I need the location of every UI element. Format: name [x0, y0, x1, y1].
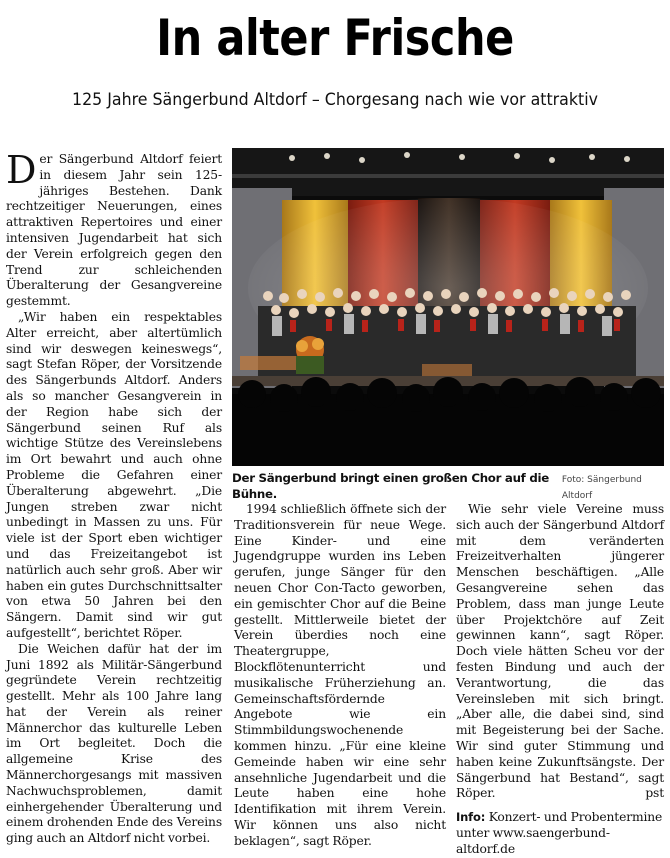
article-paragraph: Die Weichen dafür hat der im Juni 1892 als Militär-Sängerbund gegründete Verein rechtzeitig gestellt. Mehr als 100 Jahre lang hat der Verein als reiner Männerchor das kulturelle Leben im Ort begleitet. Doch die allgemeine Krise des Männerchorgesangs mit massiven Nachwuchsproblemen, damit einhergehender Überalterung und einem drohenden Ende des Vereins ging auch an Altdorf nicht vorbei. [6, 641, 222, 846]
article-column-3 [456, 502, 664, 858]
paragraph-text: Wie sehr viele Vereine muss sich auch der Sängerbund Altdorf mit dem veränderten Freizeitverhalten jüngerer Menschen beschäftigen. „Alle Gesangvereine sehen das Problem, dass man junge Leute über Projektchöre auf Zeit gewinnen kann“, sagt Röper. Doch viele hätten Scheu vor der festen Bindung und auch der Verantwortung, die das Vereinsleben mit sich bringt. „Aber alle, die dabei sind, sind mit Begeisterung bei der Sache. Wir sind guter Stimmung und haben keine Zukunftsängste. Der Sängerbund hat Bestand“, sagt Röper. [456, 502, 664, 801]
info-text: Konzert- und Probentermine unter www.saengerbund-altdorf.de [456, 810, 663, 856]
info-box [456, 810, 664, 857]
article-paragraph [456, 502, 664, 802]
author-signature: pst [645, 786, 664, 801]
article-paragraph: 1994 schließlich öffnete sich der Traditionsverein für neue Wege. Eine Kinder- und eine Jugendgruppe wurden ins Leben gerufen, junge Sänger für den neuen Chor Con-Tacto geworben, ein gemischter Chor auf die Beine gestellt. Mittlerweile bietet der Verein überdies noch eine Theatergruppe, Blockflötenunterricht und musikalische Früherziehung an. Gemeinschaftsfördernde Angebote wie ein Stimmbildungswochenende kommen hinzu. „Für eine kleine Gemeinde haben wir eine sehr ansehnliche Jugendarbeit und die Leute haben eine hohe Identifikation mit ihrem Verein. Wir können uns also nicht beklagen“, sagt Röper. [234, 502, 446, 848]
article-column-1 [6, 148, 222, 847]
paragraph-text: er Sängerbund Altdorf feiert in diesem Jahr sein 125-jähriges Bestehen. Dank rechtzeitiger Neuerungen, eines attraktiven Repertoires und einer intensiven Jugendarbeit hat sich der Verein erfolgreich gegen den Trend zur schleichenden Überalterung der Gesangvereine gestemmt. [6, 152, 222, 309]
photo-credit: Foto: Sängerbund Altdorf [561, 475, 642, 501]
drop-cap: D [6, 148, 37, 192]
photo-caption [232, 470, 664, 504]
info-label: Info: [456, 810, 486, 825]
choir-stage-image [232, 148, 664, 466]
caption-text: Der Sängerbund bringt einen großen Chor auf die Bühne. [232, 471, 549, 501]
flower-arrangement [296, 336, 324, 374]
headline: In alter Frische [156, 9, 514, 67]
article-paragraph [6, 148, 222, 310]
subheadline: 125 Jahre Sängerbund Altdorf – Chorgesang nach wie vor attraktiv [72, 90, 598, 110]
article-paragraph: „Wir haben ein respektables Alter erreicht, aber altertümlich sind wir deswegen keineswegs“, sagt Stefan Röper, der Vorsitzende des Sängerbunds Altdorf. Anders als so mancher Gesangverein in der Region habe sich der Sängerbund seinen Ruf als wichtige Stütze des Vereinslebens im Ort bewahrt und auch ohne Probleme die Gefahren einer Überalterung abgewehrt. „Die Jungen streben zwar nicht unbedingt in Massen zu uns. Für viele ist der Sport eben wichtiger und das Freizeitangebot ist natürlich auch sehr groß. Aber wir haben ein gutes Durchschnittsalter von etwa 50 Jahren bei den Sängern. Damit sind wir gut aufgestellt“, berichtet Röper. [6, 309, 222, 640]
article-column-2 [234, 502, 446, 850]
choir-photo [232, 148, 664, 466]
